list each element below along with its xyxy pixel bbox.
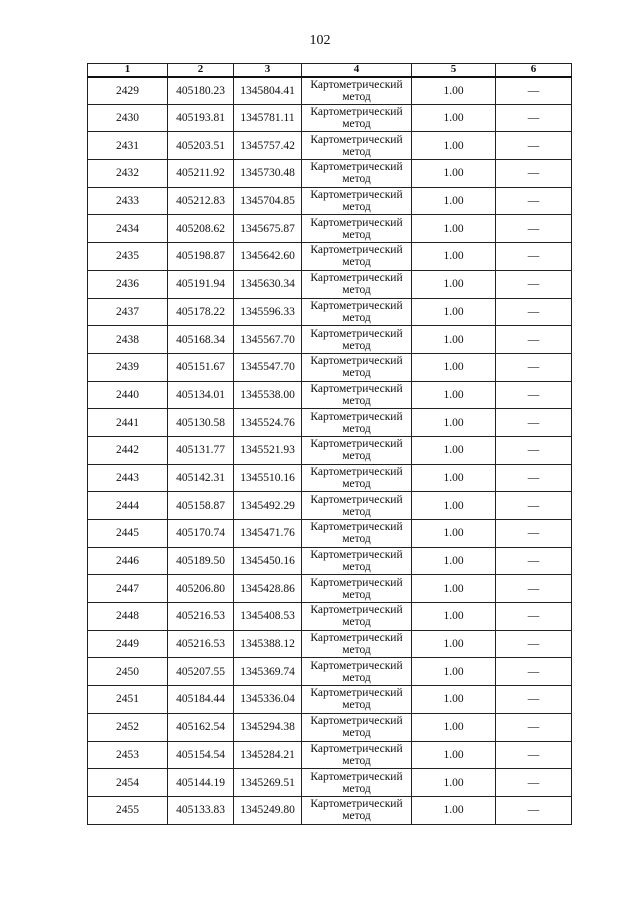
method-text-line1: Картометрический	[310, 438, 403, 451]
accuracy-cell: 1.00	[412, 243, 496, 271]
method-cell	[302, 243, 412, 271]
x-coordinate-cell: 405216.53	[168, 603, 234, 631]
y-coordinate-cell: 1345781.11	[234, 104, 302, 132]
x-coordinate-cell: 405133.83	[168, 796, 234, 824]
accuracy-cell: 1.00	[412, 381, 496, 409]
method-text-line2: метод	[342, 588, 371, 601]
method-text-line1: Картометрический	[310, 189, 403, 202]
method-cell	[302, 547, 412, 575]
x-coordinate-cell: 405131.77	[168, 436, 234, 464]
method-cell	[302, 187, 412, 215]
method-cell	[302, 77, 412, 105]
table-row	[88, 270, 572, 298]
table-row	[88, 381, 572, 409]
y-coordinate-cell: 1345804.41	[234, 77, 302, 105]
accuracy-cell: 1.00	[412, 326, 496, 354]
description-cell: —	[496, 243, 572, 271]
method-text-line2: метод	[342, 339, 371, 352]
table-row	[88, 464, 572, 492]
method-text-line1: Картометрический	[310, 493, 403, 506]
method-cell	[302, 353, 412, 381]
x-coordinate-cell: 405144.19	[168, 769, 234, 797]
method-text-line1: Картометрический	[310, 299, 403, 312]
x-coordinate-cell: 405184.44	[168, 686, 234, 714]
method-cell	[302, 658, 412, 686]
description-cell: —	[496, 132, 572, 160]
page-number: 102	[309, 33, 331, 48]
point-number-cell: 2445	[88, 520, 168, 548]
y-coordinate-cell: 1345294.38	[234, 713, 302, 741]
method-text-line2: метод	[342, 284, 371, 297]
method-cell	[302, 686, 412, 714]
y-coordinate-cell: 1345369.74	[234, 658, 302, 686]
description-cell: —	[496, 603, 572, 631]
accuracy-cell: 1.00	[412, 492, 496, 520]
point-number-cell: 2439	[88, 353, 168, 381]
method-cell	[302, 741, 412, 769]
point-number-cell: 2452	[88, 713, 168, 741]
y-coordinate-cell: 1345567.70	[234, 326, 302, 354]
accuracy-cell: 1.00	[412, 104, 496, 132]
method-text-line1: Картометрический	[310, 216, 403, 229]
method-cell	[302, 713, 412, 741]
method-text-line2: метод	[342, 201, 371, 214]
method-text-line1: Картометрический	[310, 604, 403, 617]
x-coordinate-cell: 405162.54	[168, 713, 234, 741]
accuracy-cell: 1.00	[412, 187, 496, 215]
method-text-line1: Картометрический	[310, 659, 403, 672]
method-cell	[302, 160, 412, 188]
description-cell: —	[496, 215, 572, 243]
point-number-cell: 2448	[88, 603, 168, 631]
point-number-cell: 2442	[88, 436, 168, 464]
table-row	[88, 77, 572, 105]
point-number-cell: 2451	[88, 686, 168, 714]
point-number-cell: 2429	[88, 77, 168, 105]
description-cell: —	[496, 520, 572, 548]
table-row	[88, 353, 572, 381]
table-header-row	[88, 64, 572, 77]
method-text-line2: метод	[342, 311, 371, 324]
table-row	[88, 713, 572, 741]
accuracy-cell: 1.00	[412, 436, 496, 464]
method-text-line2: метод	[342, 173, 371, 186]
y-coordinate-cell: 1345538.00	[234, 381, 302, 409]
column-header-3: 3	[234, 64, 302, 77]
method-text-line2: метод	[342, 394, 371, 407]
method-text-line1: Картометрический	[310, 798, 403, 811]
column-header-5: 5	[412, 64, 496, 77]
method-cell	[302, 575, 412, 603]
table-row	[88, 603, 572, 631]
table-row	[88, 796, 572, 824]
method-cell	[302, 630, 412, 658]
description-cell: —	[496, 270, 572, 298]
method-text-line2: метод	[342, 533, 371, 546]
table-body	[88, 77, 572, 825]
accuracy-cell: 1.00	[412, 409, 496, 437]
x-coordinate-cell: 405208.62	[168, 215, 234, 243]
y-coordinate-cell: 1345521.93	[234, 436, 302, 464]
accuracy-cell: 1.00	[412, 520, 496, 548]
accuracy-cell: 1.00	[412, 353, 496, 381]
point-number-cell: 2446	[88, 547, 168, 575]
method-text-line2: метод	[342, 561, 371, 574]
method-text-line2: метод	[342, 477, 371, 490]
x-coordinate-cell: 405178.22	[168, 298, 234, 326]
y-coordinate-cell: 1345630.34	[234, 270, 302, 298]
description-cell: —	[496, 464, 572, 492]
method-text-line1: Картометрический	[310, 355, 403, 368]
method-cell	[302, 381, 412, 409]
y-coordinate-cell: 1345510.16	[234, 464, 302, 492]
method-text-line2: метод	[342, 228, 371, 241]
method-text-line1: Картометрический	[310, 742, 403, 755]
method-text-line2: метод	[342, 782, 371, 795]
x-coordinate-cell: 405211.92	[168, 160, 234, 188]
description-cell: —	[496, 187, 572, 215]
method-text-line2: метод	[342, 256, 371, 269]
point-number-cell: 2455	[88, 796, 168, 824]
x-coordinate-cell: 405180.23	[168, 77, 234, 105]
method-cell	[302, 215, 412, 243]
description-cell: —	[496, 353, 572, 381]
y-coordinate-cell: 1345269.51	[234, 769, 302, 797]
method-cell	[302, 298, 412, 326]
description-cell: —	[496, 713, 572, 741]
column-header-1: 1	[88, 64, 168, 77]
point-number-cell: 2438	[88, 326, 168, 354]
method-text-line1: Картометрический	[310, 272, 403, 285]
method-text-line1: Картометрический	[310, 521, 403, 534]
accuracy-cell: 1.00	[412, 603, 496, 631]
accuracy-cell: 1.00	[412, 630, 496, 658]
description-cell: —	[496, 77, 572, 105]
method-text-line1: Картометрический	[310, 133, 403, 146]
method-text-line2: метод	[342, 118, 371, 131]
method-text-line1: Картометрический	[310, 687, 403, 700]
description-cell: —	[496, 741, 572, 769]
table-row	[88, 547, 572, 575]
x-coordinate-cell: 405154.54	[168, 741, 234, 769]
y-coordinate-cell: 1345492.29	[234, 492, 302, 520]
table-row	[88, 630, 572, 658]
x-coordinate-cell: 405134.01	[168, 381, 234, 409]
accuracy-cell: 1.00	[412, 741, 496, 769]
method-cell	[302, 132, 412, 160]
method-cell	[302, 492, 412, 520]
method-text-line2: метод	[342, 810, 371, 823]
x-coordinate-cell: 405170.74	[168, 520, 234, 548]
point-number-cell: 2431	[88, 132, 168, 160]
table-row	[88, 215, 572, 243]
y-coordinate-cell: 1345596.33	[234, 298, 302, 326]
x-coordinate-cell: 405193.81	[168, 104, 234, 132]
method-text-line1: Картометрический	[310, 161, 403, 174]
method-text-line2: метод	[342, 699, 371, 712]
accuracy-cell: 1.00	[412, 658, 496, 686]
table-row	[88, 409, 572, 437]
point-number-cell: 2440	[88, 381, 168, 409]
method-text-line1: Картометрический	[310, 327, 403, 340]
accuracy-cell: 1.00	[412, 769, 496, 797]
description-cell: —	[496, 298, 572, 326]
method-text-line2: метод	[342, 671, 371, 684]
method-text-line2: метод	[342, 505, 371, 518]
method-text-line2: метод	[342, 616, 371, 629]
accuracy-cell: 1.00	[412, 547, 496, 575]
method-text-line1: Картометрический	[310, 576, 403, 589]
coordinates-table	[87, 63, 572, 825]
description-cell: —	[496, 769, 572, 797]
table-row	[88, 741, 572, 769]
point-number-cell: 2449	[88, 630, 168, 658]
method-text-line2: метод	[342, 644, 371, 657]
method-text-line1: Картометрический	[310, 244, 403, 257]
point-number-cell: 2434	[88, 215, 168, 243]
y-coordinate-cell: 1345284.21	[234, 741, 302, 769]
point-number-cell: 2444	[88, 492, 168, 520]
point-number-cell: 2441	[88, 409, 168, 437]
method-cell	[302, 603, 412, 631]
y-coordinate-cell: 1345471.76	[234, 520, 302, 548]
table-row	[88, 686, 572, 714]
method-text-line1: Картометрический	[310, 715, 403, 728]
method-text-line1: Картометрический	[310, 465, 403, 478]
accuracy-cell: 1.00	[412, 132, 496, 160]
method-text-line1: Картометрический	[310, 632, 403, 645]
point-number-cell: 2450	[88, 658, 168, 686]
point-number-cell: 2432	[88, 160, 168, 188]
x-coordinate-cell: 405158.87	[168, 492, 234, 520]
column-header-4: 4	[302, 64, 412, 77]
table-row	[88, 298, 572, 326]
method-text-line1: Картометрический	[310, 549, 403, 562]
method-text-line2: метод	[342, 367, 371, 380]
table-row	[88, 243, 572, 271]
y-coordinate-cell: 1345249.80	[234, 796, 302, 824]
table-row	[88, 132, 572, 160]
x-coordinate-cell: 405142.31	[168, 464, 234, 492]
method-text-line1: Картометрический	[310, 382, 403, 395]
method-text-line2: метод	[342, 727, 371, 740]
point-number-cell: 2453	[88, 741, 168, 769]
y-coordinate-cell: 1345704.85	[234, 187, 302, 215]
description-cell: —	[496, 547, 572, 575]
description-cell: —	[496, 104, 572, 132]
accuracy-cell: 1.00	[412, 464, 496, 492]
column-header-2: 2	[168, 64, 234, 77]
table-row	[88, 658, 572, 686]
point-number-cell: 2435	[88, 243, 168, 271]
point-number-cell: 2436	[88, 270, 168, 298]
description-cell: —	[496, 326, 572, 354]
x-coordinate-cell: 405151.67	[168, 353, 234, 381]
y-coordinate-cell: 1345642.60	[234, 243, 302, 271]
table-row	[88, 769, 572, 797]
table-row	[88, 575, 572, 603]
method-cell	[302, 520, 412, 548]
table-row	[88, 326, 572, 354]
table-row	[88, 492, 572, 520]
method-cell	[302, 326, 412, 354]
table-row	[88, 187, 572, 215]
description-cell: —	[496, 630, 572, 658]
y-coordinate-cell: 1345450.16	[234, 547, 302, 575]
description-cell: —	[496, 658, 572, 686]
accuracy-cell: 1.00	[412, 575, 496, 603]
y-coordinate-cell: 1345675.87	[234, 215, 302, 243]
accuracy-cell: 1.00	[412, 160, 496, 188]
method-cell	[302, 769, 412, 797]
accuracy-cell: 1.00	[412, 713, 496, 741]
method-text-line1: Картометрический	[310, 410, 403, 423]
method-cell	[302, 270, 412, 298]
accuracy-cell: 1.00	[412, 215, 496, 243]
x-coordinate-cell: 405168.34	[168, 326, 234, 354]
point-number-cell: 2447	[88, 575, 168, 603]
x-coordinate-cell: 405198.87	[168, 243, 234, 271]
method-cell	[302, 409, 412, 437]
x-coordinate-cell: 405203.51	[168, 132, 234, 160]
description-cell: —	[496, 409, 572, 437]
column-header-6: 6	[496, 64, 572, 77]
point-number-cell: 2454	[88, 769, 168, 797]
accuracy-cell: 1.00	[412, 796, 496, 824]
method-text-line1: Картометрический	[310, 78, 403, 91]
x-coordinate-cell: 405189.50	[168, 547, 234, 575]
method-text-line1: Картометрический	[310, 106, 403, 119]
y-coordinate-cell: 1345388.12	[234, 630, 302, 658]
x-coordinate-cell: 405207.55	[168, 658, 234, 686]
method-text-line2: метод	[342, 422, 371, 435]
method-cell	[302, 464, 412, 492]
table-row	[88, 160, 572, 188]
table-row	[88, 520, 572, 548]
accuracy-cell: 1.00	[412, 77, 496, 105]
description-cell: —	[496, 160, 572, 188]
x-coordinate-cell: 405206.80	[168, 575, 234, 603]
table-row	[88, 436, 572, 464]
y-coordinate-cell: 1345757.42	[234, 132, 302, 160]
point-number-cell: 2437	[88, 298, 168, 326]
x-coordinate-cell: 405216.53	[168, 630, 234, 658]
point-number-cell: 2430	[88, 104, 168, 132]
point-number-cell: 2433	[88, 187, 168, 215]
method-cell	[302, 104, 412, 132]
description-cell: —	[496, 492, 572, 520]
method-cell	[302, 796, 412, 824]
method-text-line2: метод	[342, 145, 371, 158]
y-coordinate-cell: 1345547.70	[234, 353, 302, 381]
description-cell: —	[496, 436, 572, 464]
method-text-line1: Картометрический	[310, 770, 403, 783]
description-cell: —	[496, 686, 572, 714]
x-coordinate-cell: 405212.83	[168, 187, 234, 215]
accuracy-cell: 1.00	[412, 686, 496, 714]
accuracy-cell: 1.00	[412, 270, 496, 298]
y-coordinate-cell: 1345408.53	[234, 603, 302, 631]
method-text-line2: метод	[342, 754, 371, 767]
description-cell: —	[496, 796, 572, 824]
y-coordinate-cell: 1345336.04	[234, 686, 302, 714]
y-coordinate-cell: 1345428.86	[234, 575, 302, 603]
accuracy-cell: 1.00	[412, 298, 496, 326]
method-text-line2: метод	[342, 450, 371, 463]
point-number-cell: 2443	[88, 464, 168, 492]
description-cell: —	[496, 575, 572, 603]
method-cell	[302, 436, 412, 464]
method-text-line2: метод	[342, 90, 371, 103]
y-coordinate-cell: 1345730.48	[234, 160, 302, 188]
x-coordinate-cell: 405191.94	[168, 270, 234, 298]
x-coordinate-cell: 405130.58	[168, 409, 234, 437]
y-coordinate-cell: 1345524.76	[234, 409, 302, 437]
table-row	[88, 104, 572, 132]
description-cell: —	[496, 381, 572, 409]
